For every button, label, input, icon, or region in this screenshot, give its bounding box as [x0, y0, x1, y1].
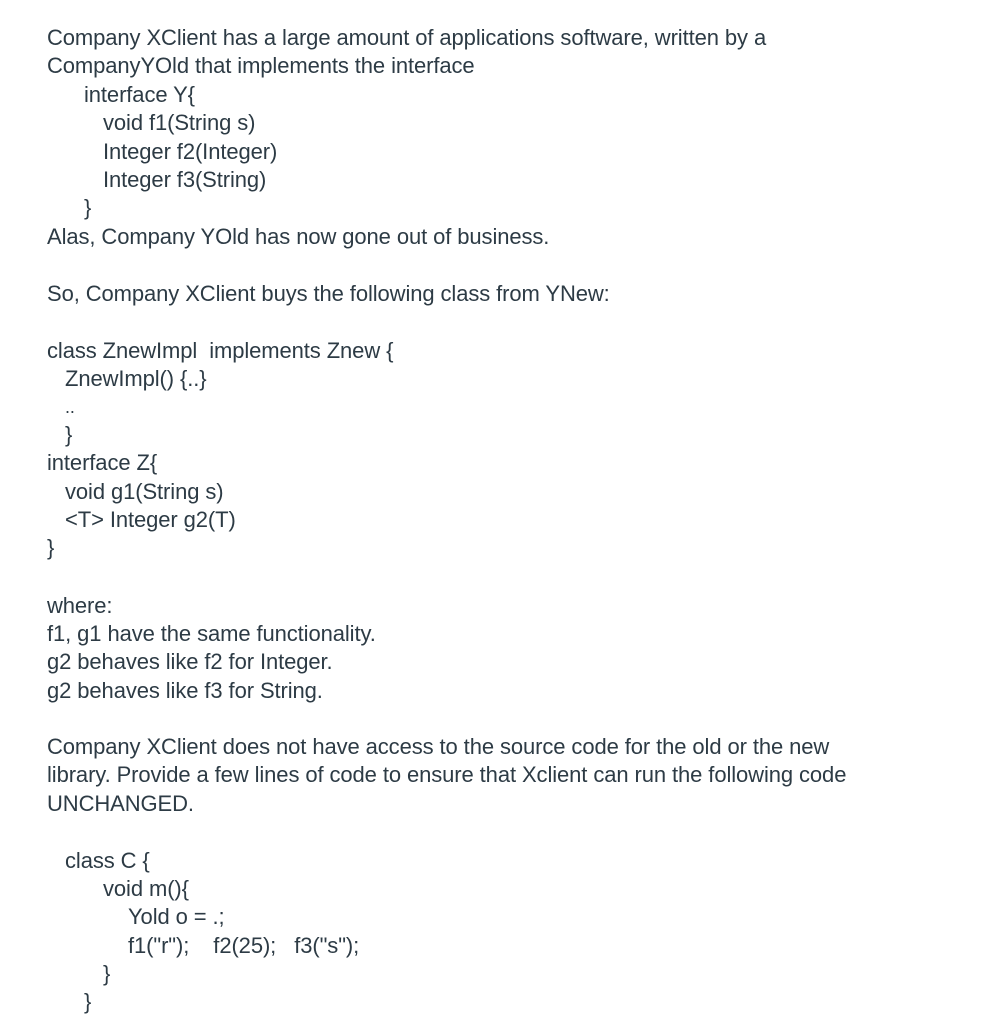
where-line-3: g2 behaves like f3 for String.: [47, 678, 323, 703]
class-c-calls: f1("r"); f2(25); f3("s");: [128, 933, 360, 958]
task-line-1: Company XClient does not have access to the source code for the old or the new: [47, 734, 830, 759]
class-znew-ctor: ZnewImpl() {..}: [65, 366, 207, 391]
so-line: So, Company XClient buys the following class from YNew:: [47, 281, 610, 306]
interface-y-method-f1: void f1(String s): [103, 110, 256, 135]
interface-y-close: }: [84, 195, 92, 220]
interface-y-method-f3: Integer f3(String): [103, 167, 267, 192]
class-c-header: class C {: [65, 848, 150, 873]
interface-y-header: interface Y{: [84, 82, 195, 107]
class-c-declaration: Yold o = .;: [128, 904, 225, 929]
class-znew-close: }: [65, 422, 73, 447]
task-line-2: library. Provide a few lines of code to ensure that Xclient can run the following code: [47, 762, 847, 787]
interface-z-close: }: [47, 535, 55, 560]
where-line-1: f1, g1 have the same functionality.: [47, 621, 376, 646]
where-label: where:: [47, 593, 113, 618]
interface-z-method-g1: void g1(String s): [65, 479, 224, 504]
class-znew-dots: ..: [65, 397, 75, 417]
class-c-close: }: [84, 989, 92, 1014]
intro-line-2: CompanyYOld that implements the interface: [47, 53, 475, 78]
interface-z-header: interface Z{: [47, 450, 158, 475]
interface-z-method-g2: <T> Integer g2(T): [65, 507, 236, 532]
where-line-2: g2 behaves like f2 for Integer.: [47, 649, 333, 674]
class-c-method-close: }: [103, 961, 111, 986]
task-line-3: UNCHANGED.: [47, 791, 194, 816]
class-c-method: void m(){: [103, 876, 189, 901]
interface-y-method-f2: Integer f2(Integer): [103, 139, 278, 164]
class-znew-header: class ZnewImpl implements Znew {: [47, 338, 394, 363]
intro-line-1: Company XClient has a large amount of applications software, written by a: [47, 25, 767, 50]
alas-line: Alas, Company YOld has now gone out of business.: [47, 224, 550, 249]
